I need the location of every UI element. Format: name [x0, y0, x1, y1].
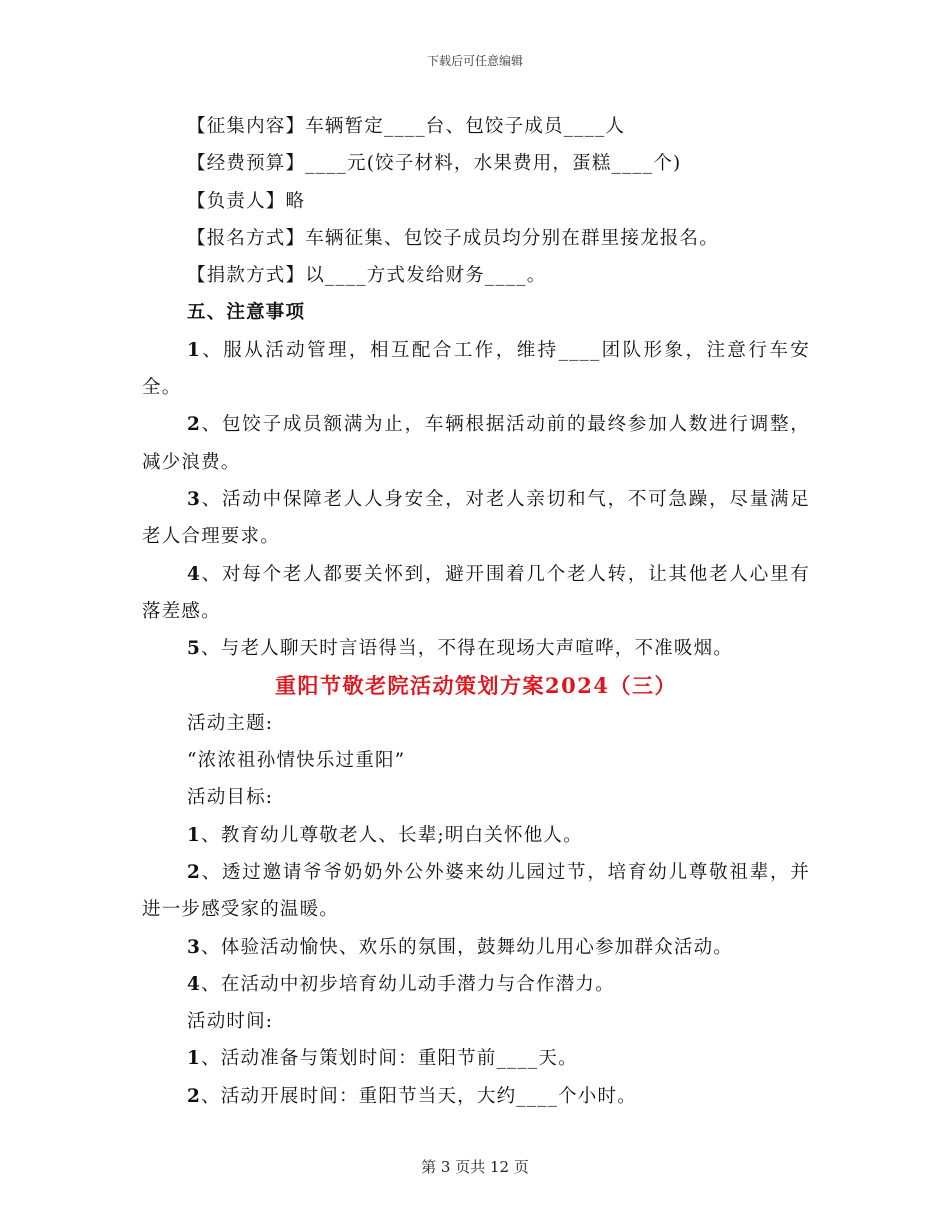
note-item [142, 481, 810, 556]
schedule-number: 1 [187, 1048, 202, 1070]
goal-text: 、在活动中初步培育幼儿动手潜力与合作潜力。 [201, 973, 615, 995]
goal-number: 2 [187, 861, 202, 883]
note-number: 2 [187, 414, 202, 436]
document-body [142, 108, 810, 1115]
note-number: 4 [187, 563, 202, 585]
note-item [142, 406, 810, 481]
goal-text: 、教育幼儿尊敬老人、长辈;明白关怀他人。 [201, 824, 583, 846]
goal-number: 4 [187, 973, 202, 995]
schedule-text: 、活动准备与策划时间：重阳节前____天。 [201, 1048, 578, 1070]
goal-item [142, 929, 810, 966]
theme-label: 活动主题: [187, 712, 274, 734]
page-footer: 第 3 页共 12 页 [421, 1158, 529, 1176]
note-number: 1 [187, 339, 202, 361]
info-item-donation: 【捐款方式】以____方式发给财务____。 [187, 265, 547, 287]
note-text: 、与老人聊天时言语得当，不得在现场大声喧哗，不准吸烟。 [201, 638, 733, 660]
info-item-responsible: 【负责人】略 [187, 190, 306, 212]
note-item [142, 630, 810, 667]
goal-text: 、体验活动愉快、欢乐的氛围，鼓舞幼儿用心参加群众活动。 [201, 936, 733, 958]
goal-text: 、透过邀请爷爷奶奶外公外婆来幼儿园过节，培育幼儿尊敬祖辈，并进一步感受家的温暖。 [142, 861, 810, 921]
schedule-number: 2 [187, 1085, 202, 1107]
note-item [142, 556, 810, 631]
info-item-collect: 【征集内容】车辆暂定____台、包饺子成员____人 [187, 116, 626, 137]
goal-number: 3 [187, 936, 202, 958]
section-heading-notes: 五、注意事项 [187, 302, 306, 324]
document-title: 重阳节敬老院活动策划方案2024（三） [275, 673, 677, 699]
goal-item [142, 966, 810, 1003]
info-item-budget: 【经费预算】____元(饺子材料，水果费用，蛋糕____个) [187, 153, 682, 175]
note-text: 、活动中保障老人人身安全，对老人亲切和气，不可急躁，尽量满足老人合理要求。 [142, 488, 810, 548]
goals-label: 活动目标: [187, 787, 274, 809]
note-number: 5 [187, 638, 202, 660]
note-text: 、服从活动管理，相互配合工作，维持____团队形象，注意行车安全。 [142, 339, 810, 399]
note-number: 3 [187, 488, 202, 510]
info-item-signup: 【报名方式】车辆征集、包饺子成员均分别在群里接龙报名。 [187, 227, 719, 249]
note-item [142, 332, 810, 407]
schedule-item [142, 1078, 810, 1115]
schedule-label: 活动时间: [187, 1011, 274, 1033]
goal-item [142, 817, 810, 854]
goal-number: 1 [187, 824, 202, 846]
goal-item [142, 854, 810, 929]
page-header: 下载后可任意编辑 [426, 54, 523, 68]
note-text: 、包饺子成员额满为止，车辆根据活动前的最终参加人数进行调整，减少浪费。 [142, 414, 810, 473]
theme-value: “浓浓祖孙情快乐过重阳” [187, 750, 406, 772]
note-text: 、对每个老人都要关怀到，避开围着几个老人转，让其他老人心里有落差感。 [142, 563, 810, 622]
schedule-item [142, 1040, 810, 1077]
schedule-text: 、活动开展时间：重阳节当天，大约____个小时。 [201, 1085, 637, 1107]
